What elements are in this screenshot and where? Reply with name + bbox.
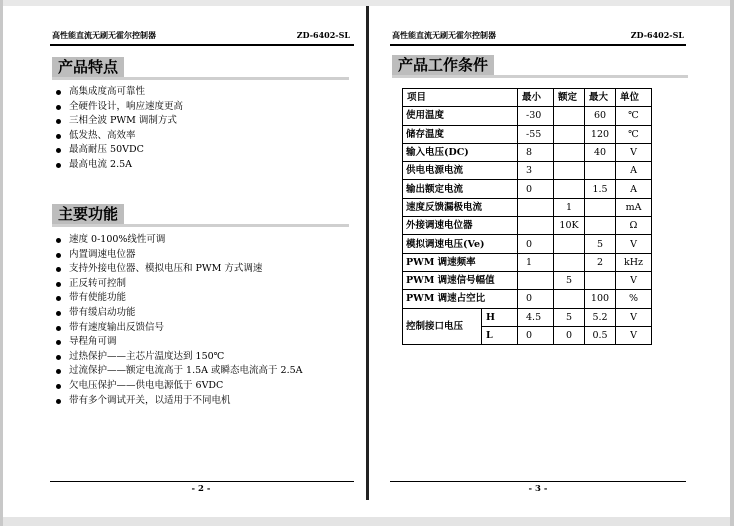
header-item: 项目 <box>403 89 518 107</box>
row-item: 输入电压(DC) <box>403 143 518 161</box>
row-min <box>518 198 554 216</box>
list-item: 带有多个调试开关，以适用于不同电机 <box>53 394 358 409</box>
row-max: 60 <box>585 107 616 125</box>
list-item: 支持外接电位器、模拟电压和 PWM 方式调速 <box>53 262 358 277</box>
page-left <box>10 6 362 500</box>
table-row <box>403 107 652 125</box>
row-unit: V <box>616 235 652 253</box>
row-rated: 5 <box>554 308 585 326</box>
running-header <box>52 30 350 44</box>
row-unit: A <box>616 180 652 198</box>
row-item: PWM 调速占空比 <box>403 290 518 308</box>
row-rated <box>554 235 585 253</box>
table-row <box>403 217 652 235</box>
list-item: 导程角可调 <box>53 335 358 350</box>
row-unit: V <box>616 143 652 161</box>
row-min: -30 <box>518 107 554 125</box>
row-min: 1 <box>518 253 554 271</box>
features-list <box>53 85 353 173</box>
header-model: ZD-6402-SL <box>296 30 350 40</box>
list-item: 欠电压保护——供电电源低于 6VDC <box>53 379 358 394</box>
row-rated <box>554 107 585 125</box>
row-rated <box>554 253 585 271</box>
list-item: 带有速度输出反馈信号 <box>53 321 358 336</box>
table-row <box>403 235 652 253</box>
section-title-label: 主要功能 <box>52 204 124 224</box>
page-number: - 3 - <box>528 484 548 494</box>
row-rated: 1 <box>554 198 585 216</box>
row-min: 0 <box>518 290 554 308</box>
table-row <box>403 180 652 198</box>
row-rated <box>554 180 585 198</box>
header-title: 高性能直流无刷无霍尔控制器 <box>392 30 496 40</box>
row-min: 3 <box>518 162 554 180</box>
list-item: 带有使能功能 <box>53 291 358 306</box>
control-voltage-label: 控制接口电压 <box>403 308 482 345</box>
page-gutter <box>366 6 369 500</box>
list-item: 带有缓启动功能 <box>53 306 358 321</box>
list-item: 最高电流 2.5A <box>53 158 353 173</box>
frame-right <box>730 0 734 526</box>
row-unit: Ω <box>616 217 652 235</box>
row-max: 5 <box>585 235 616 253</box>
row-item: 输出额定电流 <box>403 180 518 198</box>
row-max: 1.5 <box>585 180 616 198</box>
row-item: PWM 调速频率 <box>403 253 518 271</box>
row-item: 速度反馈漏极电流 <box>403 198 518 216</box>
section-title-features <box>52 57 349 77</box>
row-rated <box>554 290 585 308</box>
row-unit: ℃ <box>616 107 652 125</box>
header-max: 最大 <box>585 89 616 107</box>
table-row <box>403 271 652 289</box>
row-min <box>518 271 554 289</box>
header-unit: 单位 <box>616 89 652 107</box>
row-item: 储存温度 <box>403 125 518 143</box>
row-rated <box>554 162 585 180</box>
row-unit: V <box>616 271 652 289</box>
row-item: 使用温度 <box>403 107 518 125</box>
row-unit: V <box>616 308 652 326</box>
row-max: 40 <box>585 143 616 161</box>
header-rule <box>390 44 686 46</box>
row-unit: kHz <box>616 253 652 271</box>
footer-rule <box>390 481 686 482</box>
row-max: 100 <box>585 290 616 308</box>
functions-list <box>53 233 358 408</box>
row-unit: ℃ <box>616 125 652 143</box>
table-row-control-high <box>403 308 652 326</box>
row-rated <box>554 143 585 161</box>
header-rule <box>50 44 354 46</box>
section-title-functions <box>52 204 349 224</box>
row-min: 0 <box>518 180 554 198</box>
row-max <box>585 217 616 235</box>
section-title-bar <box>52 224 349 227</box>
header-rated: 额定 <box>554 89 585 107</box>
table-row <box>403 143 652 161</box>
header-title: 高性能直流无刷无霍尔控制器 <box>52 30 156 40</box>
row-item: 模拟调速电压(Ve) <box>403 235 518 253</box>
frame-left <box>0 0 3 526</box>
frame-bottom <box>0 517 734 526</box>
row-rated <box>554 125 585 143</box>
list-item: 速度 0-100%线性可调 <box>53 233 358 248</box>
row-unit: V <box>616 326 652 344</box>
row-rated: 10K <box>554 217 585 235</box>
list-item: 高集成度高可靠性 <box>53 85 353 100</box>
section-title-conditions <box>392 55 688 75</box>
row-min: 4.5 <box>518 308 554 326</box>
header-model: ZD-6402-SL <box>630 30 684 40</box>
row-min: 0 <box>518 235 554 253</box>
section-title-label: 产品特点 <box>52 57 124 77</box>
page-right <box>378 6 724 500</box>
header-min: 最小 <box>518 89 554 107</box>
section-title-bar <box>52 77 349 80</box>
row-max <box>585 271 616 289</box>
control-level: H <box>482 308 518 326</box>
row-unit: mA <box>616 198 652 216</box>
list-item: 过流保护——额定电流高于 1.5A 或瞬态电流高于 2.5A <box>53 364 358 379</box>
row-min: 8 <box>518 143 554 161</box>
table-row <box>403 125 652 143</box>
list-item: 三相全波 PWM 调制方式 <box>53 114 353 129</box>
row-unit: % <box>616 290 652 308</box>
table-row <box>403 198 652 216</box>
table-row <box>403 253 652 271</box>
control-level: L <box>482 326 518 344</box>
page-number: - 2 - <box>191 484 211 494</box>
table-row <box>403 290 652 308</box>
row-max <box>585 162 616 180</box>
row-rated: 0 <box>554 326 585 344</box>
row-max: 2 <box>585 253 616 271</box>
list-item: 过热保护——主芯片温度达到 150℃ <box>53 350 358 365</box>
row-rated: 5 <box>554 271 585 289</box>
footer-rule <box>50 481 354 482</box>
row-min <box>518 217 554 235</box>
section-title-bar <box>392 75 688 78</box>
row-max <box>585 198 616 216</box>
row-unit: A <box>616 162 652 180</box>
row-max: 120 <box>585 125 616 143</box>
row-min: 0 <box>518 326 554 344</box>
table-header-row <box>403 89 652 107</box>
row-max: 0.5 <box>585 326 616 344</box>
section-title-label: 产品工作条件 <box>392 55 494 75</box>
row-item: PWM 调速信号幅值 <box>403 271 518 289</box>
list-item: 低发热、高效率 <box>53 129 353 144</box>
table-row <box>403 162 652 180</box>
list-item: 正反转可控制 <box>53 277 358 292</box>
operating-conditions-table <box>402 88 652 345</box>
row-min: -55 <box>518 125 554 143</box>
list-item: 内置调速电位器 <box>53 248 358 263</box>
list-item: 全硬件设计，响应速度更高 <box>53 100 353 115</box>
row-max: 5.2 <box>585 308 616 326</box>
row-item: 供电电源电流 <box>403 162 518 180</box>
running-header <box>392 30 684 44</box>
row-item: 外接调速电位器 <box>403 217 518 235</box>
list-item: 最高耐压 50VDC <box>53 143 353 158</box>
